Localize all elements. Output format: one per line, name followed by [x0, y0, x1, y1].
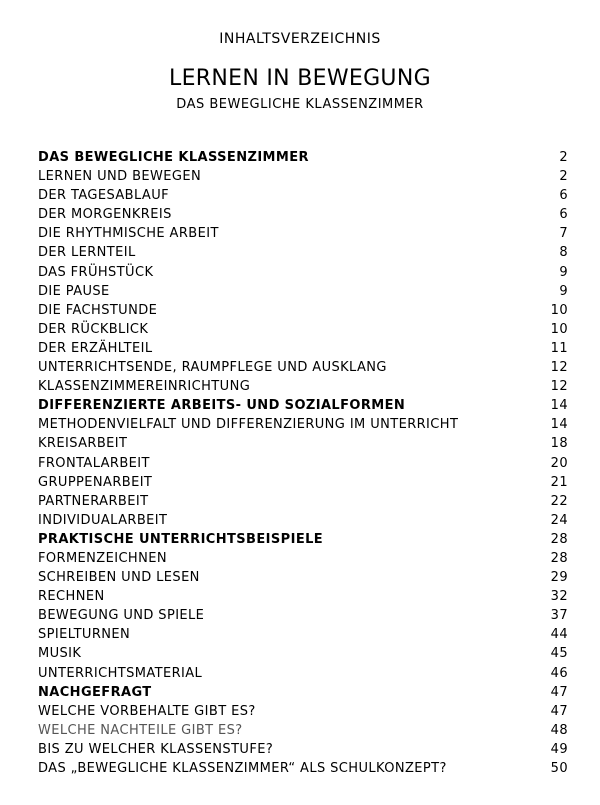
toc-entry [36, 473, 572, 492]
toc-entry-title: DER ERZÄHLTEIL [38, 340, 153, 356]
toc-entry [36, 320, 572, 339]
toc-entry [36, 492, 572, 511]
toc-entry [36, 282, 572, 301]
toc-page-number: 2 [559, 169, 568, 185]
toc-entry [36, 205, 572, 224]
toc-entry-title: DIE FACHSTUNDE [38, 302, 158, 318]
toc-entry-title: DIE RHYTHMISCHE ARBEIT [38, 226, 219, 242]
toc-page-number: 50 [550, 761, 568, 776]
toc-page-number: 21 [550, 474, 568, 490]
toc-section-heading [36, 530, 572, 549]
toc-entry-title: INDIVIDUALARBEIT [38, 512, 168, 528]
toc-entry-title: DER TAGESABLAUF [38, 188, 170, 204]
toc-entry-title: UNTERRICHTSMATERIAL [38, 665, 203, 681]
toc-entry-title: NACHGEFRAGT [38, 684, 152, 700]
toc-entry [36, 644, 572, 663]
toc-entry [36, 664, 572, 683]
toc-page-number: 18 [550, 436, 568, 452]
toc-page-number: 24 [550, 512, 568, 528]
toc-entry-title: KLASSENZIMMEREINRICHTUNG [38, 379, 251, 395]
toc-page-number: 48 [550, 722, 568, 738]
toc-page-number: 11 [550, 340, 568, 356]
toc-page-number: 47 [550, 684, 568, 700]
toc-entry [36, 301, 572, 320]
toc-entry [36, 186, 572, 205]
toc-page-number: 49 [550, 741, 568, 757]
toc-entry-title: BEWEGUNG UND SPIELE [38, 608, 205, 624]
toc-entry-title: DIE PAUSE [38, 283, 110, 299]
toc-page-number: 46 [550, 665, 568, 681]
toc-page-number: 20 [550, 455, 568, 471]
toc-entry-title: WELCHE NACHTEILE GIBT ES? [38, 722, 243, 738]
toc-entry [36, 358, 572, 377]
toc-entry [36, 454, 572, 473]
toc-entry [36, 587, 572, 606]
toc-page-number: 12 [550, 379, 568, 395]
toc-page-number: 28 [550, 550, 568, 566]
toc-entry-title: FRONTALARBEIT [38, 455, 150, 471]
toc-page-number: 29 [550, 570, 568, 586]
toc-page-number: 14 [550, 417, 568, 433]
toc-entry-title: RECHNEN [38, 589, 105, 605]
toc-entry-title: FORMENZEICHNEN [38, 550, 167, 566]
toc-section-heading [36, 148, 572, 167]
toc-entry [36, 339, 572, 358]
toc-entry-title: SPIELTURNEN [38, 627, 131, 643]
toc-entry-title: METHODENVIELFALT UND DIFFERENZIERUNG IM UNTERRICHT [38, 417, 459, 433]
toc-page-number: 9 [559, 283, 568, 299]
toc-entry-title: UNTERRICHTSENDE, RAUMPFLEGE UND AUSKLANG [38, 360, 387, 376]
toc-page-number: 10 [550, 321, 568, 337]
toc-page-number: 7 [559, 226, 568, 242]
toc-page-number: 37 [550, 608, 568, 624]
toc-entry [36, 263, 572, 282]
toc-entry [36, 415, 572, 434]
toc-section-heading [36, 396, 572, 415]
toc-entry-title: PARTNERARBEIT [38, 493, 149, 509]
toc-page-number: 45 [550, 646, 568, 662]
toc-page-number: 2 [559, 150, 568, 165]
toc-entry-title: DER MORGENKREIS [38, 207, 172, 223]
toc-entry-title: KREISARBEIT [38, 436, 128, 452]
toc-page-number: 44 [550, 627, 568, 643]
toc-page-number: 6 [559, 207, 568, 223]
table-of-contents [36, 148, 572, 778]
toc-entry [36, 625, 572, 644]
toc-entry [36, 224, 572, 243]
toc-page-number: 8 [559, 245, 568, 261]
toc-entry-title: PRAKTISCHE UNTERRICHTSBEISPIELE [38, 531, 324, 547]
toc-entry [36, 549, 572, 568]
toc-page-number: 14 [550, 398, 568, 414]
toc-entry-title: DER RÜCKBLICK [38, 321, 149, 337]
toc-entry [36, 243, 572, 262]
toc-entry-title: LERNEN UND BEWEGEN [38, 169, 202, 185]
toc-section-heading [36, 683, 572, 702]
toc-entry [36, 377, 572, 396]
toc-entry [36, 740, 572, 759]
toc-entry-title: WELCHE VORBEHALTE GIBT ES? [38, 703, 256, 719]
toc-entry-title: DAS BEWEGLICHE KLASSENZIMMER [38, 150, 309, 165]
toc-entry [36, 606, 572, 625]
toc-entry [36, 759, 572, 778]
toc-page-number: 12 [550, 360, 568, 376]
toc-entry [36, 568, 572, 587]
toc-page-number: 47 [550, 703, 568, 719]
toc-entry [36, 721, 572, 740]
toc-entry-title: BIS ZU WELCHER KLASSENSTUFE? [38, 741, 274, 757]
toc-page-number: 32 [550, 589, 568, 605]
toc-entry [36, 511, 572, 530]
toc-entry-title: DAS FRÜHSTÜCK [38, 264, 154, 280]
toc-entry-title: GRUPPENARBEIT [38, 474, 153, 490]
toc-page-number: 9 [559, 264, 568, 280]
toc-heading: INHALTSVERZEICHNIS [219, 31, 381, 47]
toc-entry [36, 167, 572, 186]
toc-page-number: 22 [550, 493, 568, 509]
toc-page-number: 10 [550, 302, 568, 318]
toc-entry [36, 702, 572, 721]
toc-page-number: 6 [559, 188, 568, 204]
toc-entry-title: SCHREIBEN UND LESEN [38, 570, 200, 586]
toc-entry-title: DAS „BEWEGLICHE KLASSENZIMMER“ ALS SCHULKONZEPT? [38, 761, 447, 776]
toc-entry [36, 434, 572, 453]
toc-entry-title: DIFFERENZIERTE ARBEITS- UND SOZIALFORMEN [38, 398, 406, 414]
toc-entry-title: MUSIK [38, 646, 82, 662]
toc-page-number: 28 [550, 531, 568, 547]
toc-entry-title: DER LERNTEIL [38, 245, 136, 261]
document-title: LERNEN IN BEWEGUNG [169, 66, 431, 91]
document-subtitle: DAS BEWEGLICHE KLASSENZIMMER [176, 97, 424, 112]
